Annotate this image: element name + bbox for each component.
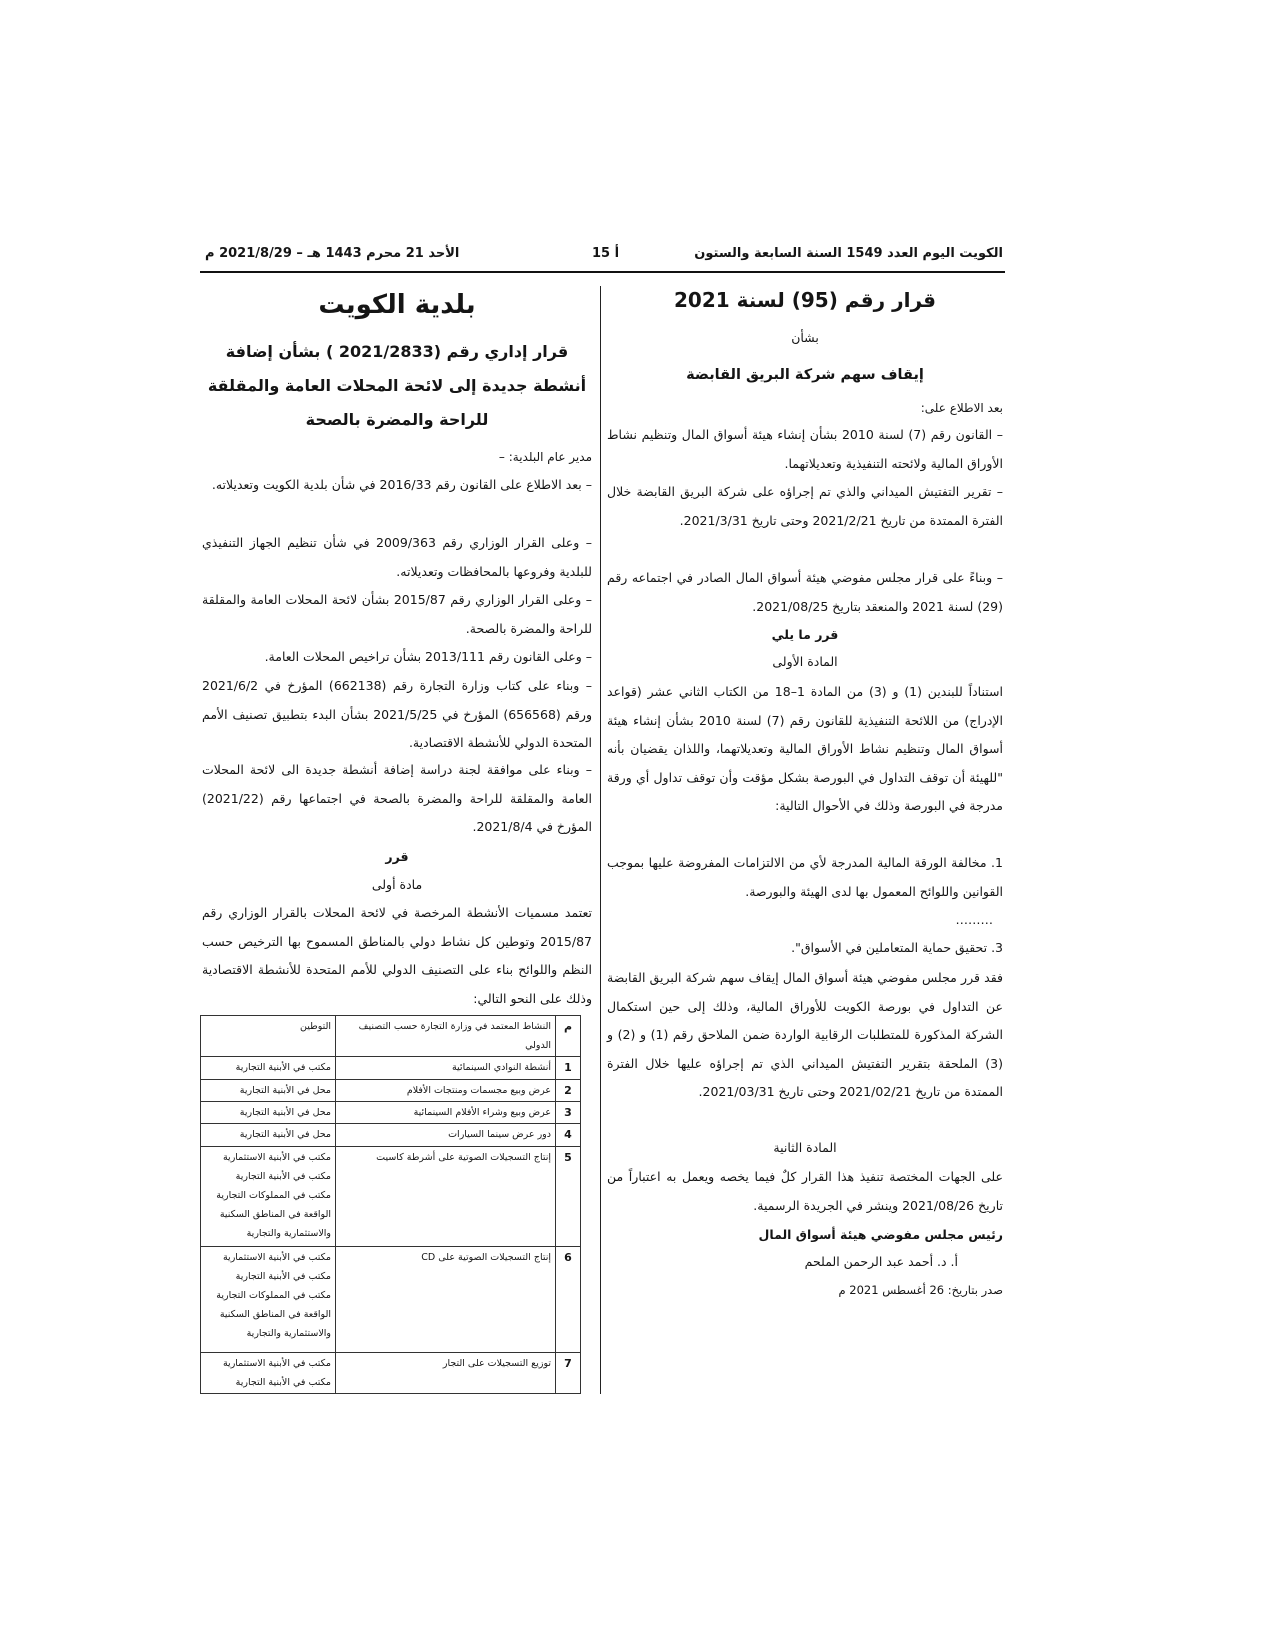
clause-three: 3. تحقيق حماية المتعاملين في الأسواق". (791, 940, 1003, 955)
row-activity: عرض وبيع مجسمات ومنتجات الأفلام (336, 1080, 556, 1102)
row-num: 4 (556, 1124, 581, 1147)
decision-subject: إيقاف سهم شركة البريق القابضة (686, 367, 924, 383)
location-line: الواقعة في المناطق السكنية (219, 1209, 331, 1220)
decision-recital: – القانون رقم (7) لسنة 2010 بشأن إنشاء هيئة أسواق المال وتنظيم نشاط الأوراق المالية ولائحته التنفيذية وتعديلاتهما. (607, 427, 1003, 471)
table-row (201, 1147, 581, 1247)
row-location (201, 1147, 336, 1247)
row-num: 7 (556, 1353, 581, 1394)
admin-decision-title-line: قرار إداري رقم (2021/2833 ) بشأن إضافة (225, 342, 569, 361)
admin-decision-title-line: أنشطة جديدة إلى لائحة المحلات العامة والمقلقة (207, 376, 587, 395)
admin-article-title: مادة أولى (371, 877, 423, 892)
location-line: مكتب في الأبنية التجارية (235, 1377, 331, 1388)
admin-recital: – وبناء على كتاب وزارة التجارة رقم (662138) المؤرخ في 2021/6/2 ورقم (656568) المؤرخ في 2021/5/25 بشأن البدء بتطبيق تصنيف الأمم المتحدة الدولي للأنشطة الاقتصادية. (202, 678, 593, 751)
header-activity: النشاط المعتمد في وزارة التجارة حسب التصنيف الدولي (336, 1016, 556, 1057)
header-rule (200, 271, 1005, 273)
header-date: الأحد 21 محرم 1443 هـ – 2021/8/29 م (205, 246, 460, 261)
admin-recital: – وعلى القرار الوزاري رقم 2015/87 بشأن لائحة المحلات العامة والمقلقة للراحة والمضرة بالصحة. (202, 592, 592, 636)
municipality-title: بلدية الكويت (318, 290, 476, 320)
decision-decided: قرر ما يلي (771, 627, 839, 642)
row-activity: توزيع التسجيلات على التجار (336, 1353, 556, 1394)
decision-recital: – تقرير التفتيش الميداني والذي تم إجراؤه على شركة البريق القابضة خلال الفترة الممتدة من تاريخ 2021/2/21 وحتى تاريخ 2021/3/31. (607, 484, 1003, 528)
table-row (201, 1057, 581, 1080)
signatory-name: أ. د. أحمد عبد الرحمن الملحم (804, 1254, 958, 1269)
location-line: محل في الأبنية التجارية (239, 1085, 331, 1096)
location-line: مكتب في المملوكات التجارية (216, 1290, 331, 1301)
row-num: 3 (556, 1102, 581, 1124)
decision-about: بشأن (791, 330, 819, 345)
admin-decision-title-line: للراحة والمضرة بالصحة (305, 410, 489, 429)
row-num: 5 (556, 1147, 581, 1247)
article-one-title: المادة الأولى (772, 654, 838, 669)
header-location: التوطين (201, 1016, 336, 1057)
row-location (201, 1247, 336, 1353)
signatory-title: رئيس مجلس مفوضي هيئة أسواق المال (758, 1227, 1003, 1242)
row-location (201, 1353, 336, 1394)
decision-intro: بعد الاطلاع على: (920, 401, 1003, 415)
location-line: مكتب في الأبنية الاستثمارية (222, 1358, 331, 1369)
table-row (201, 1102, 581, 1124)
admin-recital: – وبناء على موافقة لجنة دراسة إضافة أنشطة جديدة الى لائحة المحلات العامة والمقلقة للراحة والمضرة بالصحة في اجتماعها رقم (2021/22) المؤرخ في 2021/8/4. (202, 762, 592, 835)
location-line: مكتب في المملوكات التجارية (216, 1190, 331, 1201)
row-activity: إنتاج التسجيلات الصوتية على أشرطة كاسيت (336, 1147, 556, 1247)
admin-decided: قرر (385, 849, 409, 864)
location-line: مكتب في الأبنية الاستثمارية (222, 1252, 331, 1263)
admin-recital: – وعلى القرار الوزاري رقم 2009/363 في شأن تنظيم الجهاز التنفيذي للبلدية وفروعها بالمحافظات وتعديلاته. (202, 535, 592, 579)
column-divider (600, 286, 601, 1394)
admin-article-text: تعتمد مسميات الأنشطة المرخصة في لائحة المحلات بالقرار الوزاري رقم 2015/87 وتوطين كل نشاط دولي بالمناطق المسموح بها الترخيص حسب النظم واللوائح بناء على التصنيف الدولي للأمم المتحدة للأنشطة الاقتصادية وذلك على النحو التالي: (202, 905, 592, 1006)
activities-table (200, 1015, 580, 1394)
row-num: 6 (556, 1247, 581, 1353)
location-line: مكتب في الأبنية الاستثمارية (222, 1152, 331, 1163)
location-line: مكتب في الأبنية التجارية (235, 1271, 331, 1282)
decision-recital: – وبناءً على قرار مجلس مفوضي هيئة أسواق المال الصادر في اجتماعه رقم (29) لسنة 2021 والمنعقد بتاريخ 2021/08/25. (607, 570, 1003, 614)
row-location (201, 1080, 336, 1102)
article-two-title: المادة الثانية (773, 1140, 837, 1155)
location-line: محل في الأبنية التجارية (239, 1129, 331, 1140)
location-line: الواقعة في المناطق السكنية (219, 1309, 331, 1320)
location-line: مكتب في الأبنية التجارية (235, 1062, 331, 1073)
location-line: محل في الأبنية التجارية (239, 1107, 331, 1118)
table-header-row (201, 1016, 581, 1057)
article-two-text: على الجهات المختصة تنفيذ هذا القرار كلٌ فيما يخصه ويعمل به اعتباراً من تاريخ 2021/08/26 وينشر في الجريدة الرسمية. (607, 1169, 1003, 1213)
table-row (201, 1124, 581, 1147)
row-num: 2 (556, 1080, 581, 1102)
clause-one: 1. مخالفة الورقة المالية المدرجة لأي من الالتزامات المفروضة عليها بموجب القوانين واللوائح المعمول بها لدى الهيئة والبورصة. (607, 855, 1003, 899)
row-location (201, 1057, 336, 1080)
row-location (201, 1102, 336, 1124)
decision-body: فقد قرر مجلس مفوضي هيئة أسواق المال إيقاف سهم شركة البريق القابضة عن التداول في بورصة الكويت للأوراق المالية، وذلك إلى حين استكمال الشركة المذكورة للمتطلبات الرقابية الواردة ضمن الملاحق رقم (1) و (2) و (3) الملحقة بتقرير التفتيش الميداني الذي تم إجراؤه عليها خلال الفترة الممتدة من تاريخ 2021/02/21 وحتى تاريخ 2021/03/31. (607, 970, 1003, 1100)
article-one-text: استناداً للبندين (1) و (3) من المادة 1–18 من الكتاب الثاني عشر (قواعد الإدراج) من اللائحة التنفيذية للقانون رقم (7) لسنة 2010 بشأن إنشاء هيئة أسواق المال وتنظيم نشاط الأوراق المالية وتعديلاتهما، واللذان يقضيان بأنه "للهيئة أن توقف التداول في البورصة بشكل مؤقت وأن توقف تداول أي ورقة مدرجة في البورصة وذلك في الأحوال التالية: (607, 684, 1004, 814)
ellipsis: ……… (955, 912, 993, 927)
row-activity: أنشطة النوادي السينمائية (336, 1057, 556, 1080)
decision-title: قرار رقم (95) لسنة 2021 (673, 288, 936, 312)
table-row (201, 1247, 581, 1353)
table-row (201, 1353, 581, 1394)
issue-date: صدر بتاريخ: 26 أغسطس 2021 م (838, 1283, 1003, 1297)
row-activity: إنتاج التسجيلات الصوتية على CD (336, 1247, 556, 1353)
row-num: 1 (556, 1057, 581, 1080)
row-location (201, 1124, 336, 1147)
admin-recital: – وعلى القانون رقم 2013/111 بشأن تراخيص المحلات العامة. (264, 649, 592, 664)
location-line: والاستثمارية والتجارية (246, 1228, 331, 1239)
location-line: مكتب في الأبنية التجارية (235, 1171, 331, 1182)
director-line: مدير عام البلدية: – (498, 450, 592, 464)
header-page-number: أ 15 (592, 246, 620, 261)
location-line: والاستثمارية والتجارية (246, 1328, 331, 1339)
row-activity: عرض وبيع وشراء الأفلام السينمائية (336, 1102, 556, 1124)
row-activity: دور عرض سينما السيارات (336, 1124, 556, 1147)
header-num: م (556, 1016, 581, 1057)
header-issue: الكويت اليوم العدد 1549 السنة السابعة والستون (694, 246, 1003, 261)
admin-recital: – بعد الاطلاع على القانون رقم 2016/33 في شأن بلدية الكويت وتعديلاته. (211, 477, 592, 492)
table-row (201, 1080, 581, 1102)
